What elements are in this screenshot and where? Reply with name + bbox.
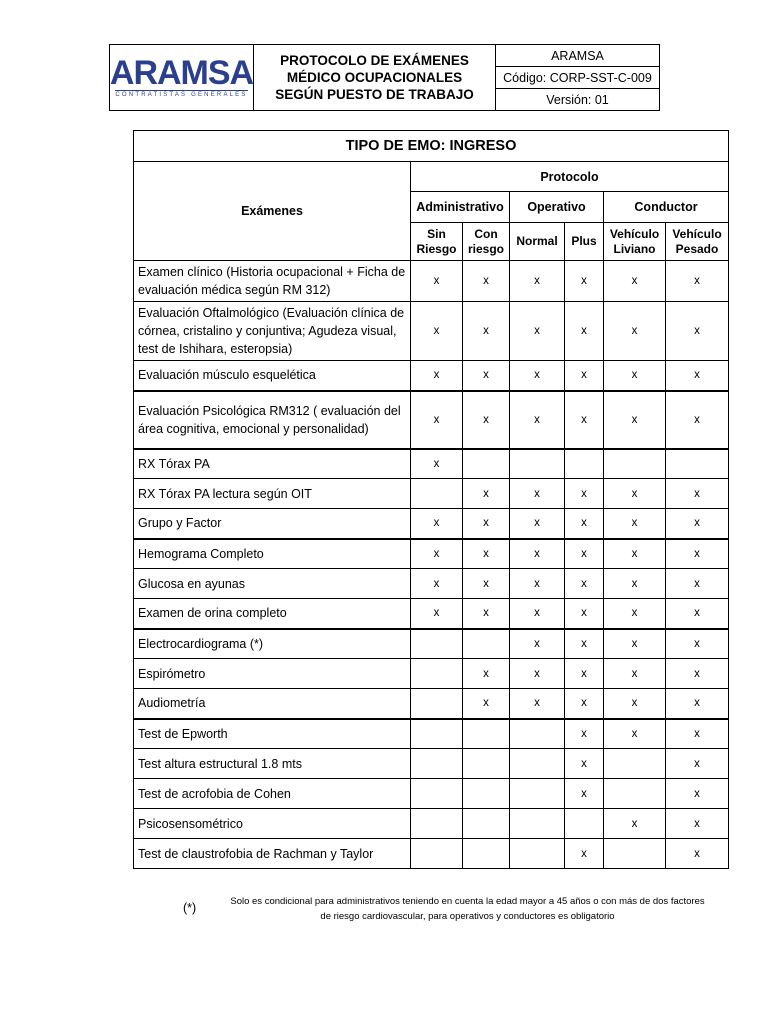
table-row [134,749,729,779]
mark-cell [604,449,666,479]
table-row [134,719,729,749]
exam-name-cell: Hemograma Completo [134,539,411,569]
mark-cell: x [463,479,510,509]
meta-code: Código: CORP-SST-C-009 [496,67,659,89]
mark-cell: x [565,391,604,449]
mark-cell: x [463,261,510,302]
mark-cell: x [565,261,604,302]
mark-cell [411,629,463,659]
table-row [134,809,729,839]
mark-cell: x [604,599,666,629]
exam-name-cell: Electrocardiograma (*) [134,629,411,659]
footnote-text: Solo es condicional para administrativos teniendo en cuenta la edad mayor a 45 años o con más de dos factores de riesgo cardiovascular, para operativos y conductores es obligatorio [230,896,705,922]
mark-cell: x [666,629,729,659]
mark-cell: x [666,569,729,599]
mark-cell: x [411,569,463,599]
table-row [134,839,729,869]
table-row [134,361,729,391]
mark-cell [510,809,565,839]
mark-cell: x [604,569,666,599]
mark-cell: x [463,509,510,539]
exam-name-cell: Evaluación músculo esquelética [134,361,411,391]
mark-cell: x [510,539,565,569]
mark-cell: x [666,719,729,749]
mark-cell [510,449,565,479]
exam-name-cell: Evaluación Psicológica RM312 ( evaluación del área cognitiva, emocional y personalidad) [134,391,411,449]
logo-tagline: CONTRATISTAS GENERALES [115,92,248,98]
mark-cell: x [565,779,604,809]
mark-cell [411,659,463,689]
table-row [134,659,729,689]
title-line-3: SEGÚN PUESTO DE TRABAJO [275,87,474,102]
mark-cell: x [463,539,510,569]
mark-cell: x [666,361,729,391]
mark-cell: x [666,479,729,509]
table-row [134,302,729,361]
meta-company: ARAMSA [496,45,659,67]
mark-cell: x [604,539,666,569]
mark-cell: x [666,599,729,629]
mark-cell [565,809,604,839]
mark-cell: x [463,689,510,719]
company-logo [110,45,254,110]
exam-name-cell: RX Tórax PA lectura según OIT [134,479,411,509]
table-row [134,261,729,302]
subcol-vehiculo-pesado: Vehículo Pesado [666,223,729,261]
mark-cell [510,749,565,779]
table-row [134,779,729,809]
mark-cell: x [565,509,604,539]
mark-cell: x [565,659,604,689]
group-header-operativo: Operativo [510,192,604,223]
mark-cell [666,449,729,479]
exams-column-header: Exámenes [134,162,411,261]
table-row [134,569,729,599]
mark-cell: x [510,689,565,719]
mark-cell [510,719,565,749]
mark-cell: x [565,719,604,749]
mark-cell: x [604,479,666,509]
mark-cell [463,629,510,659]
exam-name-cell: RX Tórax PA [134,449,411,479]
mark-cell: x [604,361,666,391]
mark-cell [463,839,510,869]
exam-name-cell: Test de acrofobia de Cohen [134,779,411,809]
mark-cell [463,809,510,839]
exam-name-cell: Glucosa en ayunas [134,569,411,599]
mark-cell: x [666,509,729,539]
mark-cell [604,839,666,869]
mark-cell [411,839,463,869]
mark-cell: x [604,629,666,659]
mark-cell [411,479,463,509]
exam-name-cell: Audiometría [134,689,411,719]
mark-cell: x [565,569,604,599]
mark-cell [604,779,666,809]
table-row [134,539,729,569]
group-header-conductor: Conductor [604,192,729,223]
mark-cell: x [565,689,604,719]
mark-cell [411,749,463,779]
mark-cell: x [510,302,565,361]
mark-cell: x [411,261,463,302]
mark-cell: x [604,719,666,749]
group-header-administrativo: Administrativo [411,192,510,223]
mark-cell: x [565,539,604,569]
mark-cell: x [463,659,510,689]
exam-name-cell: Espirómetro [134,659,411,689]
footnote-marker: (*) [183,901,197,915]
table-row [134,479,729,509]
mark-cell: x [411,361,463,391]
mark-cell: x [565,749,604,779]
table-row [134,449,729,479]
mark-cell: x [666,302,729,361]
mark-cell [411,779,463,809]
mark-cell: x [604,391,666,449]
mark-cell: x [411,539,463,569]
subcol-plus: Plus [565,223,604,261]
mark-cell: x [510,509,565,539]
exam-name-cell: Examen clínico (Historia ocupacional + Ficha de evaluación médica según RM 312) [134,261,411,302]
mark-cell [463,749,510,779]
table-row [134,391,729,449]
mark-cell: x [510,261,565,302]
table-row [134,689,729,719]
mark-cell: x [666,839,729,869]
mark-cell: x [411,302,463,361]
exam-name-cell: Test altura estructural 1.8 mts [134,749,411,779]
mark-cell: x [463,302,510,361]
exam-name-cell: Examen de orina completo [134,599,411,629]
document-title [254,45,496,110]
exam-protocol-table [133,130,729,869]
mark-cell: x [565,302,604,361]
mark-cell: x [463,569,510,599]
mark-cell [411,719,463,749]
mark-cell [510,839,565,869]
mark-cell: x [463,599,510,629]
mark-cell: x [604,509,666,539]
mark-cell: x [666,749,729,779]
mark-cell: x [411,391,463,449]
mark-cell: x [510,569,565,599]
mark-cell [463,719,510,749]
mark-cell: x [510,599,565,629]
mark-cell: x [604,261,666,302]
mark-cell: x [510,629,565,659]
exam-name-cell: Evaluación Oftalmológico (Evaluación clínica de córnea, cristalino y conjuntiva; Agudeza visual, test de Ishihara, esteropsia) [134,302,411,361]
logo-wordmark: ARAMSA [109,54,254,92]
mark-cell: x [510,479,565,509]
protocol-header: Protocolo [411,162,729,192]
table-title: TIPO DE EMO: INGRESO [134,131,729,162]
mark-cell: x [666,539,729,569]
mark-cell: x [666,779,729,809]
mark-cell: x [666,391,729,449]
mark-cell: x [463,391,510,449]
subcol-normal: Normal [510,223,565,261]
mark-cell: x [411,599,463,629]
subcol-con-riesgo: Con riesgo [463,223,510,261]
mark-cell: x [604,809,666,839]
mark-cell: x [565,599,604,629]
mark-cell: x [411,449,463,479]
mark-cell: x [565,361,604,391]
table-row [134,599,729,629]
mark-cell [463,779,510,809]
mark-cell [463,449,510,479]
subcol-sin-riesgo: Sin Riesgo [411,223,463,261]
table-row [134,629,729,659]
mark-cell [510,779,565,809]
mark-cell [565,449,604,479]
mark-cell: x [666,261,729,302]
table-row [134,509,729,539]
mark-cell: x [510,659,565,689]
document-meta [496,45,659,110]
exam-name-cell: Psicosensométrico [134,809,411,839]
mark-cell: x [604,659,666,689]
mark-cell: x [463,361,510,391]
mark-cell [604,749,666,779]
mark-cell: x [510,361,565,391]
exam-name-cell: Test de claustrofobia de Rachman y Taylor [134,839,411,869]
mark-cell: x [565,629,604,659]
title-line-1: PROTOCOLO DE EXÁMENES [280,53,469,68]
mark-cell [411,809,463,839]
exam-name-cell: Test de Epworth [134,719,411,749]
document-header [109,44,660,111]
mark-cell: x [604,302,666,361]
mark-cell: x [666,689,729,719]
mark-cell [411,689,463,719]
mark-cell: x [666,659,729,689]
meta-version: Versión: 01 [546,92,609,107]
exam-name-cell: Grupo y Factor [134,509,411,539]
mark-cell: x [666,809,729,839]
mark-cell: x [411,509,463,539]
mark-cell: x [565,479,604,509]
mark-cell: x [565,839,604,869]
mark-cell: x [604,689,666,719]
mark-cell: x [510,391,565,449]
subcol-vehiculo-liviano: Vehículo Liviano [604,223,666,261]
title-line-2: MÉDICO OCUPACIONALES [286,70,463,85]
